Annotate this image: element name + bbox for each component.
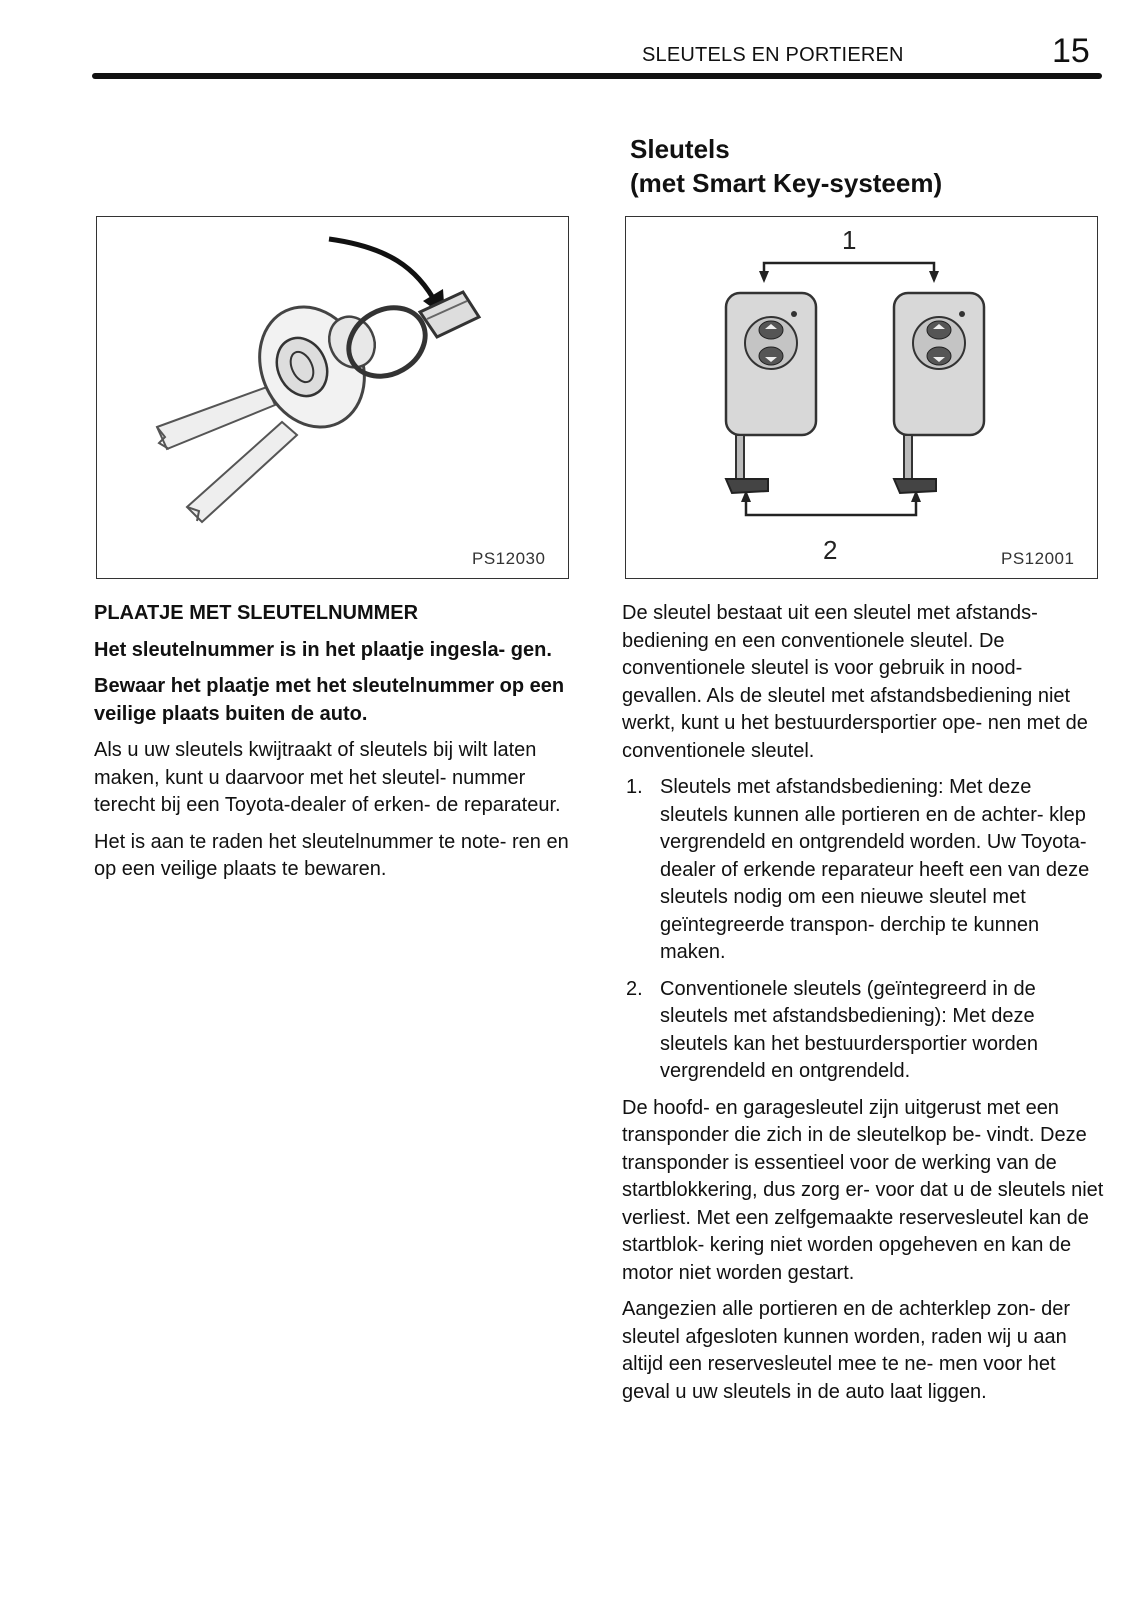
smart-key-figure bbox=[625, 216, 1098, 579]
right-column bbox=[622, 600, 1104, 1415]
paragraph-2: De hoofd- en garagesleutel zijn uitgerust met een transponder die zich in de sleutelkop be- vindt. Deze transponder is essentieel voor de werking van de startblokkering, dus zorg er- voor dat u de sleutels niet verliest. Met een zelfgemaakte reservesleutel kan de startblok- kering niet worden opgeheven en kan de motor niet worden gestart. bbox=[622, 1096, 1104, 1284]
list-number: 2. bbox=[626, 977, 643, 1000]
figure-code: PS12001 bbox=[1001, 549, 1075, 568]
list-text: Conventionele sleutels (geïntegreerd in de sleutels met afstandsbediening): Met deze sleutels kan het bestuurdersportier worden vergrendeld en ontgrendeld. bbox=[660, 977, 1038, 1082]
section-title: SLEUTELS EN PORTIEREN bbox=[642, 44, 904, 66]
figure-code: PS12030 bbox=[472, 549, 546, 568]
key-tag-icon bbox=[97, 217, 568, 578]
title-line-2: (met Smart Key-systeem) bbox=[630, 168, 943, 198]
bold-paragraph-1: Het sleutelnummer is in het plaatje ingesla- gen. bbox=[94, 638, 552, 661]
header-rule bbox=[92, 73, 1102, 79]
list-item bbox=[622, 774, 1104, 967]
list-text: Sleutels met afstandsbediening: Met deze sleutels kunnen alle portieren en de achter- klep vergrendeld en ontgrendeld worden. Uw Toyota-dealer of erkende reparateur heeft een van deze sleutels nodig om een nieuwe sleutel met geïntegreerde transpon- derchip te kunnen maken. bbox=[660, 776, 1090, 963]
list-item bbox=[622, 976, 1104, 1086]
page-title bbox=[630, 132, 942, 200]
intro-paragraph: De sleutel bestaat uit een sleutel met afstands- bediening en een conventionele sleutel. De conventionele sleutel is voor gebruik in nood- gevallen. Als de sleutel met afstandsbediening niet werkt, kunt u het bestuurdersportier ope- nen met de conventionele sleutel. bbox=[622, 602, 1088, 762]
title-line-1: Sleutels bbox=[630, 134, 730, 164]
list-number: 1. bbox=[626, 776, 643, 798]
page-number: 15 bbox=[1052, 32, 1090, 70]
paragraph-1: Als u uw sleutels kwijtraakt of sleutels bij wilt laten maken, kunt u daarvoor met het sleutel- nummer terecht bij een Toyota-dealer of erken- de reparateur. bbox=[94, 739, 561, 816]
left-column bbox=[94, 600, 584, 893]
key-tag-figure bbox=[96, 216, 569, 579]
callout-2: 2 bbox=[823, 535, 838, 565]
section-heading: PLAATJE MET SLEUTELNUMMER bbox=[94, 602, 419, 624]
callout-1: 1 bbox=[842, 225, 857, 255]
bold-paragraph-2: Bewaar het plaatje met het sleutelnummer op een veilige plaats buiten de auto. bbox=[94, 675, 565, 725]
paragraph-2: Het is aan te raden het sleutelnummer te note- ren en op een veilige plaats te bewaren. bbox=[94, 830, 569, 880]
paragraph-3: Aangezien alle portieren en de achterklep zon- der sleutel afgesloten kunnen worden, raden wij u aan altijd een reservesleutel mee te ne- men voor het geval u uw sleutels in de auto laat liggen. bbox=[622, 1298, 1071, 1403]
smart-key-icon bbox=[626, 217, 1097, 578]
